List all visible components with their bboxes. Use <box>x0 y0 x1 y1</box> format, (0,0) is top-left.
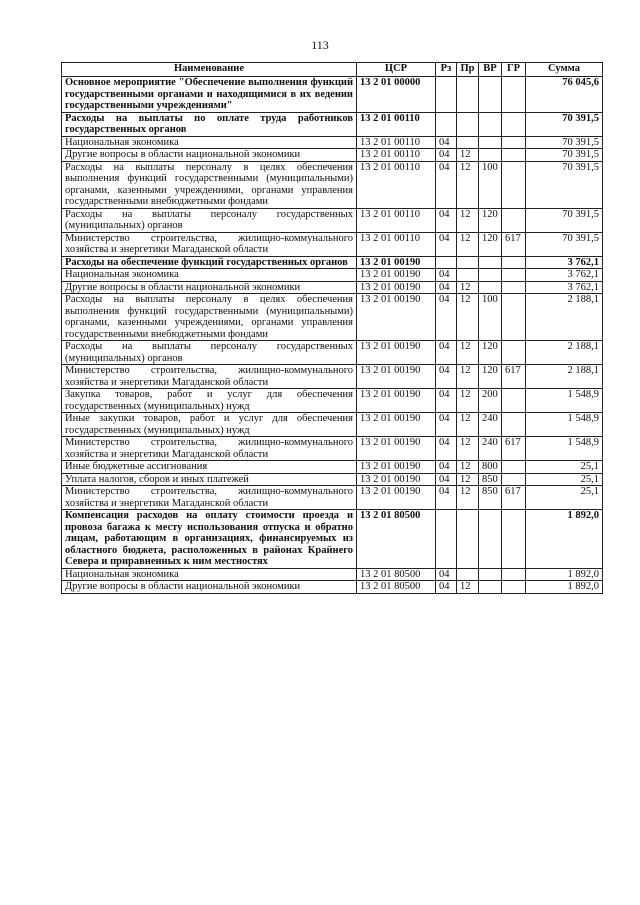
table-row <box>62 341 603 365</box>
row-gr: 617 <box>502 365 526 389</box>
row-gr <box>502 208 526 232</box>
row-name: Закупка товаров, работ и услуг для обеспечения государственных (муниципальных) нужд <box>62 389 357 413</box>
header-rz: Рз <box>436 63 457 77</box>
row-csr: 13 2 01 80500 <box>357 581 436 594</box>
row-csr: 13 2 01 00190 <box>357 365 436 389</box>
table-row <box>62 77 603 113</box>
row-vr: 800 <box>479 461 502 474</box>
table-row <box>62 232 603 256</box>
row-gr <box>502 149 526 162</box>
row-gr: 617 <box>502 232 526 256</box>
row-sum: 70 391,5 <box>526 112 603 136</box>
row-pr: 12 <box>457 341 479 365</box>
row-name: Расходы на обеспечение функций государственных органов <box>62 256 357 269</box>
row-vr: 850 <box>479 473 502 486</box>
row-pr <box>457 510 479 569</box>
row-gr <box>502 341 526 365</box>
header-csr: ЦСР <box>357 63 436 77</box>
row-gr <box>502 389 526 413</box>
row-vr <box>479 149 502 162</box>
row-sum: 25,1 <box>526 473 603 486</box>
row-sum: 70 391,5 <box>526 232 603 256</box>
row-sum: 1 548,9 <box>526 413 603 437</box>
row-vr <box>479 112 502 136</box>
row-rz: 04 <box>436 341 457 365</box>
row-name: Министерство строительства, жилищно-коммунального хозяйства и энергетики Магаданской области <box>62 437 357 461</box>
row-sum: 70 391,5 <box>526 161 603 208</box>
row-pr <box>457 256 479 269</box>
row-gr <box>502 136 526 149</box>
row-csr: 13 2 01 00190 <box>357 486 436 510</box>
row-sum: 25,1 <box>526 486 603 510</box>
row-csr: 13 2 01 00190 <box>357 437 436 461</box>
row-name: Иные бюджетные ассигнования <box>62 461 357 474</box>
row-csr: 13 2 01 00110 <box>357 136 436 149</box>
row-vr: 240 <box>479 437 502 461</box>
row-pr: 12 <box>457 437 479 461</box>
row-rz <box>436 256 457 269</box>
table-row <box>62 473 603 486</box>
row-gr <box>502 77 526 113</box>
row-pr: 12 <box>457 365 479 389</box>
header-gr: ГР <box>502 63 526 77</box>
row-pr: 12 <box>457 281 479 294</box>
row-rz: 04 <box>436 269 457 282</box>
row-vr: 200 <box>479 389 502 413</box>
row-pr: 12 <box>457 208 479 232</box>
row-name: Расходы на выплаты персоналу государственных (муниципальных) органов <box>62 208 357 232</box>
row-sum: 1 548,9 <box>526 437 603 461</box>
table-row <box>62 294 603 341</box>
table-row <box>62 581 603 594</box>
row-gr <box>502 581 526 594</box>
row-sum: 70 391,5 <box>526 208 603 232</box>
row-sum: 1 892,0 <box>526 510 603 569</box>
row-rz: 04 <box>436 161 457 208</box>
row-name: Расходы на выплаты персоналу в целях обеспечения выполнения функций государственными (муниципальными) органами, казенными учреждениями, органами управления государственными внебюджетными фондами <box>62 161 357 208</box>
row-name: Основное мероприятие "Обеспечение выполнения функций государственными органами и находящимися в их ведении государственными учреждениями" <box>62 77 357 113</box>
row-rz: 04 <box>436 281 457 294</box>
row-pr <box>457 112 479 136</box>
row-csr: 13 2 01 00110 <box>357 208 436 232</box>
row-rz: 04 <box>436 136 457 149</box>
row-pr: 12 <box>457 389 479 413</box>
row-gr <box>502 510 526 569</box>
table-row <box>62 256 603 269</box>
row-rz <box>436 112 457 136</box>
row-rz: 04 <box>436 232 457 256</box>
row-gr <box>502 281 526 294</box>
row-sum: 3 762,1 <box>526 281 603 294</box>
row-sum: 70 391,5 <box>526 136 603 149</box>
row-name: Уплата налогов, сборов и иных платежей <box>62 473 357 486</box>
row-vr <box>479 256 502 269</box>
row-csr: 13 2 01 00000 <box>357 77 436 113</box>
row-csr: 13 2 01 80500 <box>357 510 436 569</box>
row-pr <box>457 136 479 149</box>
header-name: Наименование <box>62 63 357 77</box>
row-csr: 13 2 01 00110 <box>357 161 436 208</box>
row-vr: 100 <box>479 161 502 208</box>
row-rz: 04 <box>436 149 457 162</box>
row-csr: 13 2 01 00190 <box>357 413 436 437</box>
row-csr: 13 2 01 00190 <box>357 256 436 269</box>
row-pr: 12 <box>457 294 479 341</box>
row-vr <box>479 568 502 581</box>
row-rz: 04 <box>436 461 457 474</box>
row-rz: 04 <box>436 486 457 510</box>
table-header-row <box>62 63 603 77</box>
row-csr: 13 2 01 00190 <box>357 473 436 486</box>
row-sum: 3 762,1 <box>526 256 603 269</box>
row-vr: 240 <box>479 413 502 437</box>
row-gr: 617 <box>502 486 526 510</box>
table-row <box>62 161 603 208</box>
row-rz: 04 <box>436 208 457 232</box>
row-name: Министерство строительства, жилищно-коммунального хозяйства и энергетики Магаданской области <box>62 486 357 510</box>
table-row <box>62 568 603 581</box>
table-row <box>62 136 603 149</box>
row-gr <box>502 256 526 269</box>
row-gr <box>502 568 526 581</box>
table-row <box>62 461 603 474</box>
row-gr <box>502 269 526 282</box>
row-pr: 12 <box>457 473 479 486</box>
row-gr <box>502 294 526 341</box>
header-sum: Сумма <box>526 63 603 77</box>
row-name: Расходы на выплаты персоналу в целях обеспечения выполнения функций государственными (муниципальными) органами, казенными учреждениями, органами управления государственными внебюджетными фондами <box>62 294 357 341</box>
budget-table <box>61 62 603 594</box>
table-row <box>62 365 603 389</box>
table-row <box>62 437 603 461</box>
row-vr: 850 <box>479 486 502 510</box>
row-csr: 13 2 01 00190 <box>357 461 436 474</box>
row-name: Другие вопросы в области национальной экономики <box>62 581 357 594</box>
table-row <box>62 208 603 232</box>
row-vr: 120 <box>479 232 502 256</box>
row-name: Министерство строительства, жилищно-коммунального хозяйства и энергетики Магаданской области <box>62 232 357 256</box>
row-pr: 12 <box>457 461 479 474</box>
row-sum: 2 188,1 <box>526 294 603 341</box>
row-name: Расходы на выплаты персоналу государственных (муниципальных) органов <box>62 341 357 365</box>
row-csr: 13 2 01 00190 <box>357 294 436 341</box>
row-pr <box>457 568 479 581</box>
row-vr <box>479 136 502 149</box>
row-rz <box>436 77 457 113</box>
row-sum: 3 762,1 <box>526 269 603 282</box>
row-csr: 13 2 01 00110 <box>357 112 436 136</box>
row-gr <box>502 112 526 136</box>
row-pr: 12 <box>457 232 479 256</box>
row-csr: 13 2 01 00190 <box>357 389 436 413</box>
row-vr: 120 <box>479 208 502 232</box>
table-row <box>62 269 603 282</box>
row-vr <box>479 281 502 294</box>
row-sum: 70 391,5 <box>526 149 603 162</box>
row-csr: 13 2 01 00110 <box>357 232 436 256</box>
table-row <box>62 486 603 510</box>
page-number: 113 <box>311 38 329 52</box>
row-pr <box>457 269 479 282</box>
row-rz: 04 <box>436 437 457 461</box>
row-vr <box>479 510 502 569</box>
row-pr: 12 <box>457 149 479 162</box>
row-csr: 13 2 01 00190 <box>357 269 436 282</box>
row-sum: 76 045,6 <box>526 77 603 113</box>
row-name: Министерство строительства, жилищно-коммунального хозяйства и энергетики Магаданской области <box>62 365 357 389</box>
row-gr <box>502 161 526 208</box>
row-rz: 04 <box>436 389 457 413</box>
row-pr: 12 <box>457 161 479 208</box>
row-gr <box>502 461 526 474</box>
row-csr: 13 2 01 80500 <box>357 568 436 581</box>
table-row <box>62 112 603 136</box>
row-vr: 100 <box>479 294 502 341</box>
table-row <box>62 389 603 413</box>
row-gr <box>502 413 526 437</box>
header-vr: ВР <box>479 63 502 77</box>
row-name: Расходы на выплаты по оплате труда работников государственных органов <box>62 112 357 136</box>
row-sum: 1 892,0 <box>526 568 603 581</box>
row-rz: 04 <box>436 473 457 486</box>
row-rz: 04 <box>436 365 457 389</box>
row-vr: 120 <box>479 365 502 389</box>
table-row <box>62 149 603 162</box>
row-sum: 2 188,1 <box>526 341 603 365</box>
row-pr: 12 <box>457 413 479 437</box>
row-vr <box>479 269 502 282</box>
row-gr <box>502 473 526 486</box>
row-sum: 1 892,0 <box>526 581 603 594</box>
row-csr: 13 2 01 00190 <box>357 341 436 365</box>
row-name: Иные закупки товаров, работ и услуг для обеспечения государственных (муниципальных) нужд <box>62 413 357 437</box>
row-name: Национальная экономика <box>62 568 357 581</box>
row-name: Национальная экономика <box>62 136 357 149</box>
row-csr: 13 2 01 00190 <box>357 281 436 294</box>
header-pr: Пр <box>457 63 479 77</box>
row-name: Компенсация расходов на оплату стоимости проезда и провоза багажа к месту использования отпуска и обратно лицам, работающим в организациях, финансируемых из областного бюджета, расположенных в районах Крайнего Севера и приравненных к ним местностях <box>62 510 357 569</box>
row-rz: 04 <box>436 581 457 594</box>
row-rz <box>436 510 457 569</box>
row-vr <box>479 77 502 113</box>
row-sum: 2 188,1 <box>526 365 603 389</box>
row-rz: 04 <box>436 413 457 437</box>
table-row <box>62 281 603 294</box>
row-pr: 12 <box>457 581 479 594</box>
row-sum: 1 548,9 <box>526 389 603 413</box>
table-row <box>62 510 603 569</box>
row-pr: 12 <box>457 486 479 510</box>
row-vr: 120 <box>479 341 502 365</box>
table-row <box>62 413 603 437</box>
row-vr <box>479 581 502 594</box>
row-csr: 13 2 01 00110 <box>357 149 436 162</box>
row-name: Национальная экономика <box>62 269 357 282</box>
row-name: Другие вопросы в области национальной экономики <box>62 281 357 294</box>
row-sum: 25,1 <box>526 461 603 474</box>
row-name: Другие вопросы в области национальной экономики <box>62 149 357 162</box>
row-gr: 617 <box>502 437 526 461</box>
row-pr <box>457 77 479 113</box>
row-rz: 04 <box>436 294 457 341</box>
row-rz: 04 <box>436 568 457 581</box>
